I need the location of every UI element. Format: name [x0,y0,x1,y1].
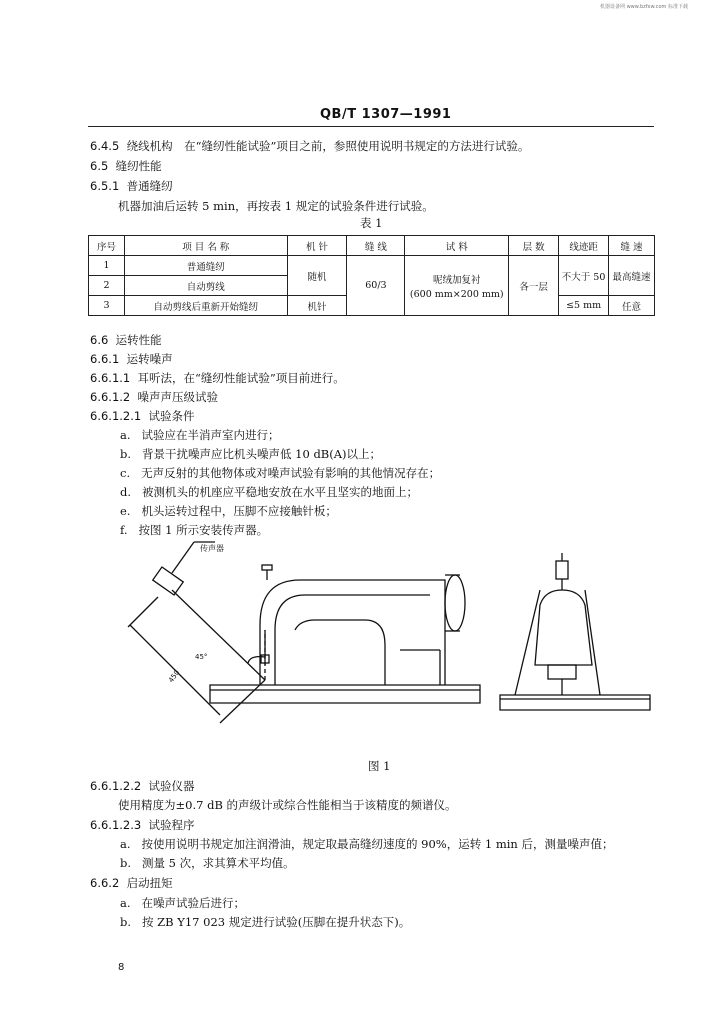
table-row: 1 普通缝纫 随机 60/3 呢绒加复衬 (600 mm×200 mm) 各一层 不大于 50 最高缝速 [89,256,655,276]
header-rule [88,126,654,127]
section-6-6-1-2-2-body: 使用精度为±0.7 dB 的声级计或综合性能相当于该精度的频谱仪。 [118,798,457,812]
watermark-text: 机器设备网 www.bzfxw.com 标准下载 [600,4,688,10]
list-item: a. 试验应在半消声室内进行； [120,428,280,442]
th-thread: 缝 线 [347,236,405,256]
list-item: a. 按使用说明书规定加注润滑油，规定取最高缝纫速度的 90%，运转 1 min 后，测量噪声值； [120,837,614,851]
list-item: b. 背景干扰噪声应比机头噪声低 10 dB(A)以上； [120,447,382,461]
section-6-5-1-body: 机器加油后运转 5 min，再按表 1 规定的试验条件进行试验。 [118,199,434,213]
table-row: 3 自动剪线后重新开始缝纫 机针 ≤5 mm 任意 [89,296,655,316]
section-6-4-5: 6.4.5 绕线机构 在“缝纫性能试验”项目之前，参照使用说明书规定的方法进行试验。 [90,139,530,153]
section-6-6-2: 6.6.2 启动扭矩 [90,876,173,890]
list-item: e. 机头运转过程中，压脚不应接触针板； [120,504,337,518]
angle-label: 45° [195,653,208,661]
list-item: a. 在噪声试验后进行； [120,896,245,910]
mic-label: 传声器 [200,544,224,553]
th-material: 试 料 [405,236,509,256]
distance-label: 450 [167,668,182,685]
th-item: 项 目 名 称 [124,236,287,256]
th-needle: 机 针 [287,236,347,256]
table-1 [88,235,655,316]
list-item: b. 按 ZB Y17 023 规定进行试验(压脚在提升状态下)。 [120,915,411,929]
section-6-6-1-2-3: 6.6.1.2.3 试验程序 [90,818,195,832]
standard-code-header: QB/T 1307—1991 [320,107,452,122]
table-caption: 表 1 [360,216,383,230]
section-6-6-1-1: 6.6.1.1 耳听法，在“缝纫性能试验”项目前进行。 [90,371,345,385]
list-item: c. 无声反射的其他物体或对噪声试验有影响的其他情况存在； [120,466,441,480]
section-6-5-1: 6.5.1 普通缝纫 [90,179,173,193]
section-6-6-1-2: 6.6.1.2 噪声声压级试验 [90,390,219,404]
list-item: b. 测量 5 次，求其算术平均值。 [120,856,295,870]
section-6-6: 6.6 运转性能 [90,333,162,347]
list-item: d. 被测机头的机座应平稳地安放在水平且坚实的地面上； [120,485,418,499]
list-item: f. 按图 1 所示安装传声器。 [120,523,269,537]
figure-caption: 图 1 [368,759,391,773]
section-6-6-1-2-2: 6.6.1.2.2 试验仪器 [90,779,195,793]
section-6-5: 6.5 缝纫性能 [90,159,162,173]
table-row: 2 自动剪线 [89,276,655,296]
th-speed: 缝 速 [609,236,655,256]
figure-1-drawing [100,535,660,755]
th-layers: 层 数 [509,236,559,256]
table-header-row [89,236,655,256]
section-6-6-1-2-1: 6.6.1.2.1 试验条件 [90,409,195,423]
th-no: 序号 [89,236,125,256]
section-6-6-1: 6.6.1 运转噪声 [90,352,173,366]
th-stitch: 线迹距 [559,236,609,256]
page-number: 8 [118,962,125,973]
